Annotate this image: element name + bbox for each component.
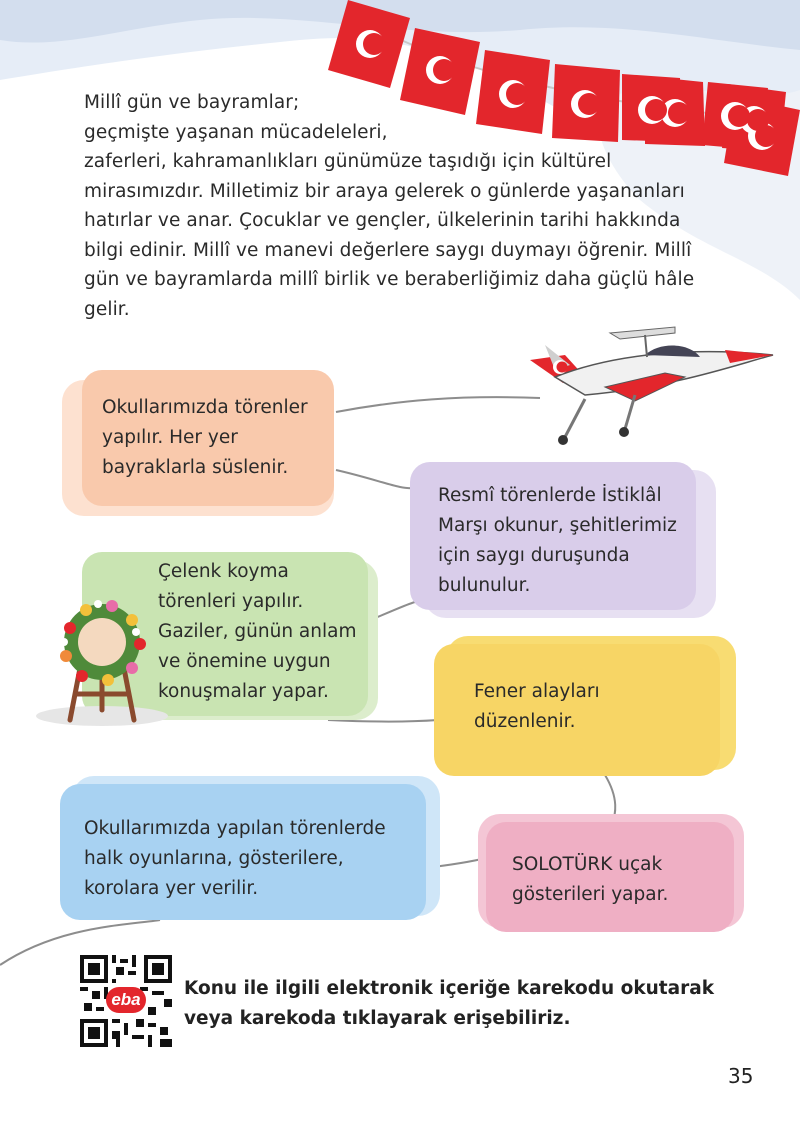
qr-instruction-text xyxy=(184,974,714,1034)
intro-line: gün ve bayramlarda millî birlik ve beraberliğimiz daha güçlü hâle xyxy=(84,269,695,290)
eba-logo: eba xyxy=(106,987,146,1013)
card-line: ve önemine uygun xyxy=(158,651,331,672)
wreath-illustration xyxy=(36,598,176,728)
card-line: düzenlenir. xyxy=(474,711,576,732)
card-line: Resmî törenlerde İstiklâl xyxy=(438,485,662,506)
card-line: Okullarımızda törenler xyxy=(102,397,308,418)
card-line: SOLOTÜRK uçak xyxy=(512,854,663,875)
intro-line: hatırlar ve anar. Çocuklar ve gençler, ülkelerinin tarihi hakkında xyxy=(84,210,681,231)
card-line: korolara yer verilir. xyxy=(84,878,259,899)
card-line: Marşı okunur, şehitlerimiz xyxy=(438,515,677,536)
intro-line: gelir. xyxy=(84,298,130,320)
intro-line: geçmişte yaşanan mücadeleleri, xyxy=(84,121,388,143)
qr-line: Konu ile ilgili elektronik içeriğe karekodu okutarak xyxy=(184,978,715,999)
card-line: gösterileri yapar. xyxy=(512,884,669,905)
card-line: halk oyunlarına, gösterilere, xyxy=(84,848,344,869)
card-line: bayraklarla süslenir. xyxy=(102,457,289,478)
intro-line: mirasımızdır. Milletimiz bir araya gelerek o günlerde yaşananları xyxy=(84,180,685,202)
card-line: için saygı duruşunda xyxy=(438,545,630,566)
intro-line: Millî gün ve bayramlar; xyxy=(84,92,300,113)
card-line: bulunulur. xyxy=(438,575,531,596)
page-number: 35 xyxy=(728,1064,754,1088)
card-line: Çelenk koyma xyxy=(158,561,289,582)
card-line: Fener alayları xyxy=(474,681,600,702)
card-line: konuşmalar yapar. xyxy=(158,681,329,702)
card-line: Okullarımızda yapılan törenlerde xyxy=(84,818,386,839)
card-line: Gaziler, günün anlam xyxy=(158,621,357,642)
card-line: törenleri yapılır. xyxy=(158,591,304,612)
qr-line: veya karekoda tıklayarak erişebiliriz. xyxy=(184,1008,571,1029)
qr-code[interactable] xyxy=(80,955,172,1047)
card-line: yapılır. Her yer xyxy=(102,427,238,448)
intro-line: zaferleri, kahramanlıkları günümüze taşıdığı için kültürel xyxy=(84,151,612,172)
intro-line: bilgi edinir. Millî ve manevi değerlere saygı duymayı öğrenir. Millî xyxy=(84,239,692,261)
jet-illustration xyxy=(525,325,780,455)
